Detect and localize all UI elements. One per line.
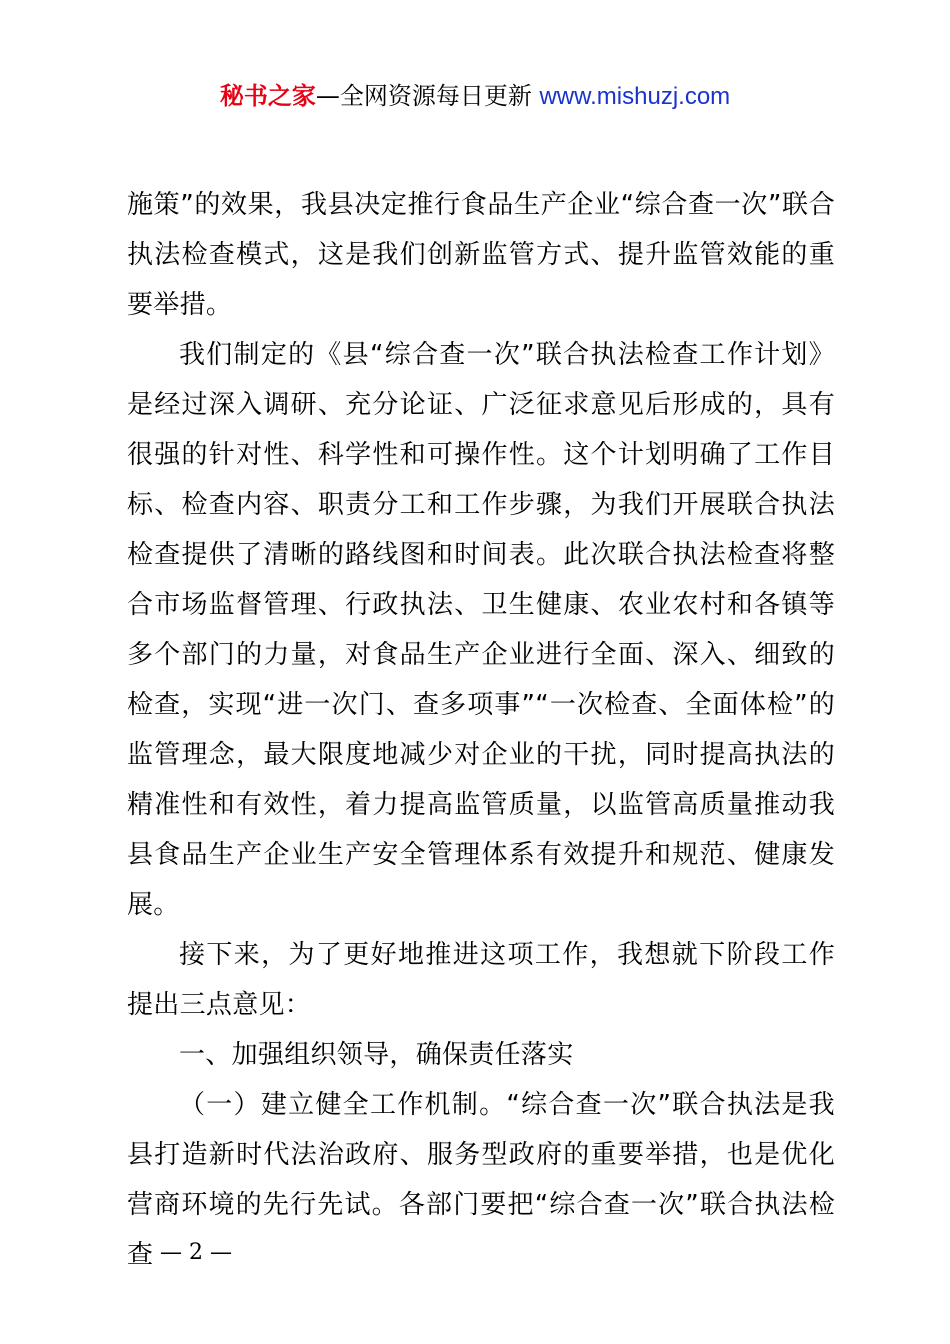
- site-url-link[interactable]: www.mishuzj.com: [539, 83, 731, 110]
- site-brand: 秘书之家: [219, 82, 316, 110]
- paragraph-plan: 我们制定的《县“综合查一次”联合执法检查工作计划》是经过深入调研、充分论证、广泛征求意见后形成的，具有很强的针对性、科学性和可操作性。这个计划明确了工作目标、检查内容、职责分工和工作步骤，为我们开展联合执法检查提供了清晰的路线图和时间表。此次联合执法检查将整合市场监督管理、行政执法、卫生健康、农业农村和各镇等多个部门的力量，对食品生产企业进行全面、深入、细致的检查，实现“进一次门、查多项事”“一次检查、全面体检”的监管理念，最大限度地减少对企业的干扰，同时提高执法的精准性和有效性，着力提高监管质量，以监管高质量推动我县食品生产企业生产安全管理体系有效提升和规范、健康发展。: [127, 340, 835, 920]
- paragraph-continuation: 施策”的效果，我县决定推行食品生产企业“综合查一次”联合执法检查模式，这是我们创新监管方式、提升监管效能的重要举措。: [127, 190, 835, 320]
- site-tagline: —全网资源每日更新: [315, 82, 532, 110]
- section-heading-1: 一、加强组织领导，确保责任落实: [179, 1040, 574, 1070]
- page-number: — 2 —: [160, 1240, 232, 1265]
- document-body: [127, 180, 835, 1280]
- site-banner: [0, 80, 950, 113]
- paragraph-next-steps: 接下来，为了更好地推进这项工作，我想就下阶段工作提出三点意见：: [127, 940, 835, 1020]
- paragraph-subsection-1: （一）建立健全工作机制。“综合查一次”联合执法是我县打造新时代法治政府、服务型政府的重要举措，也是优化营商环境的先行先试。各部门要把“综合查一次”联合执法检查: [127, 1090, 835, 1270]
